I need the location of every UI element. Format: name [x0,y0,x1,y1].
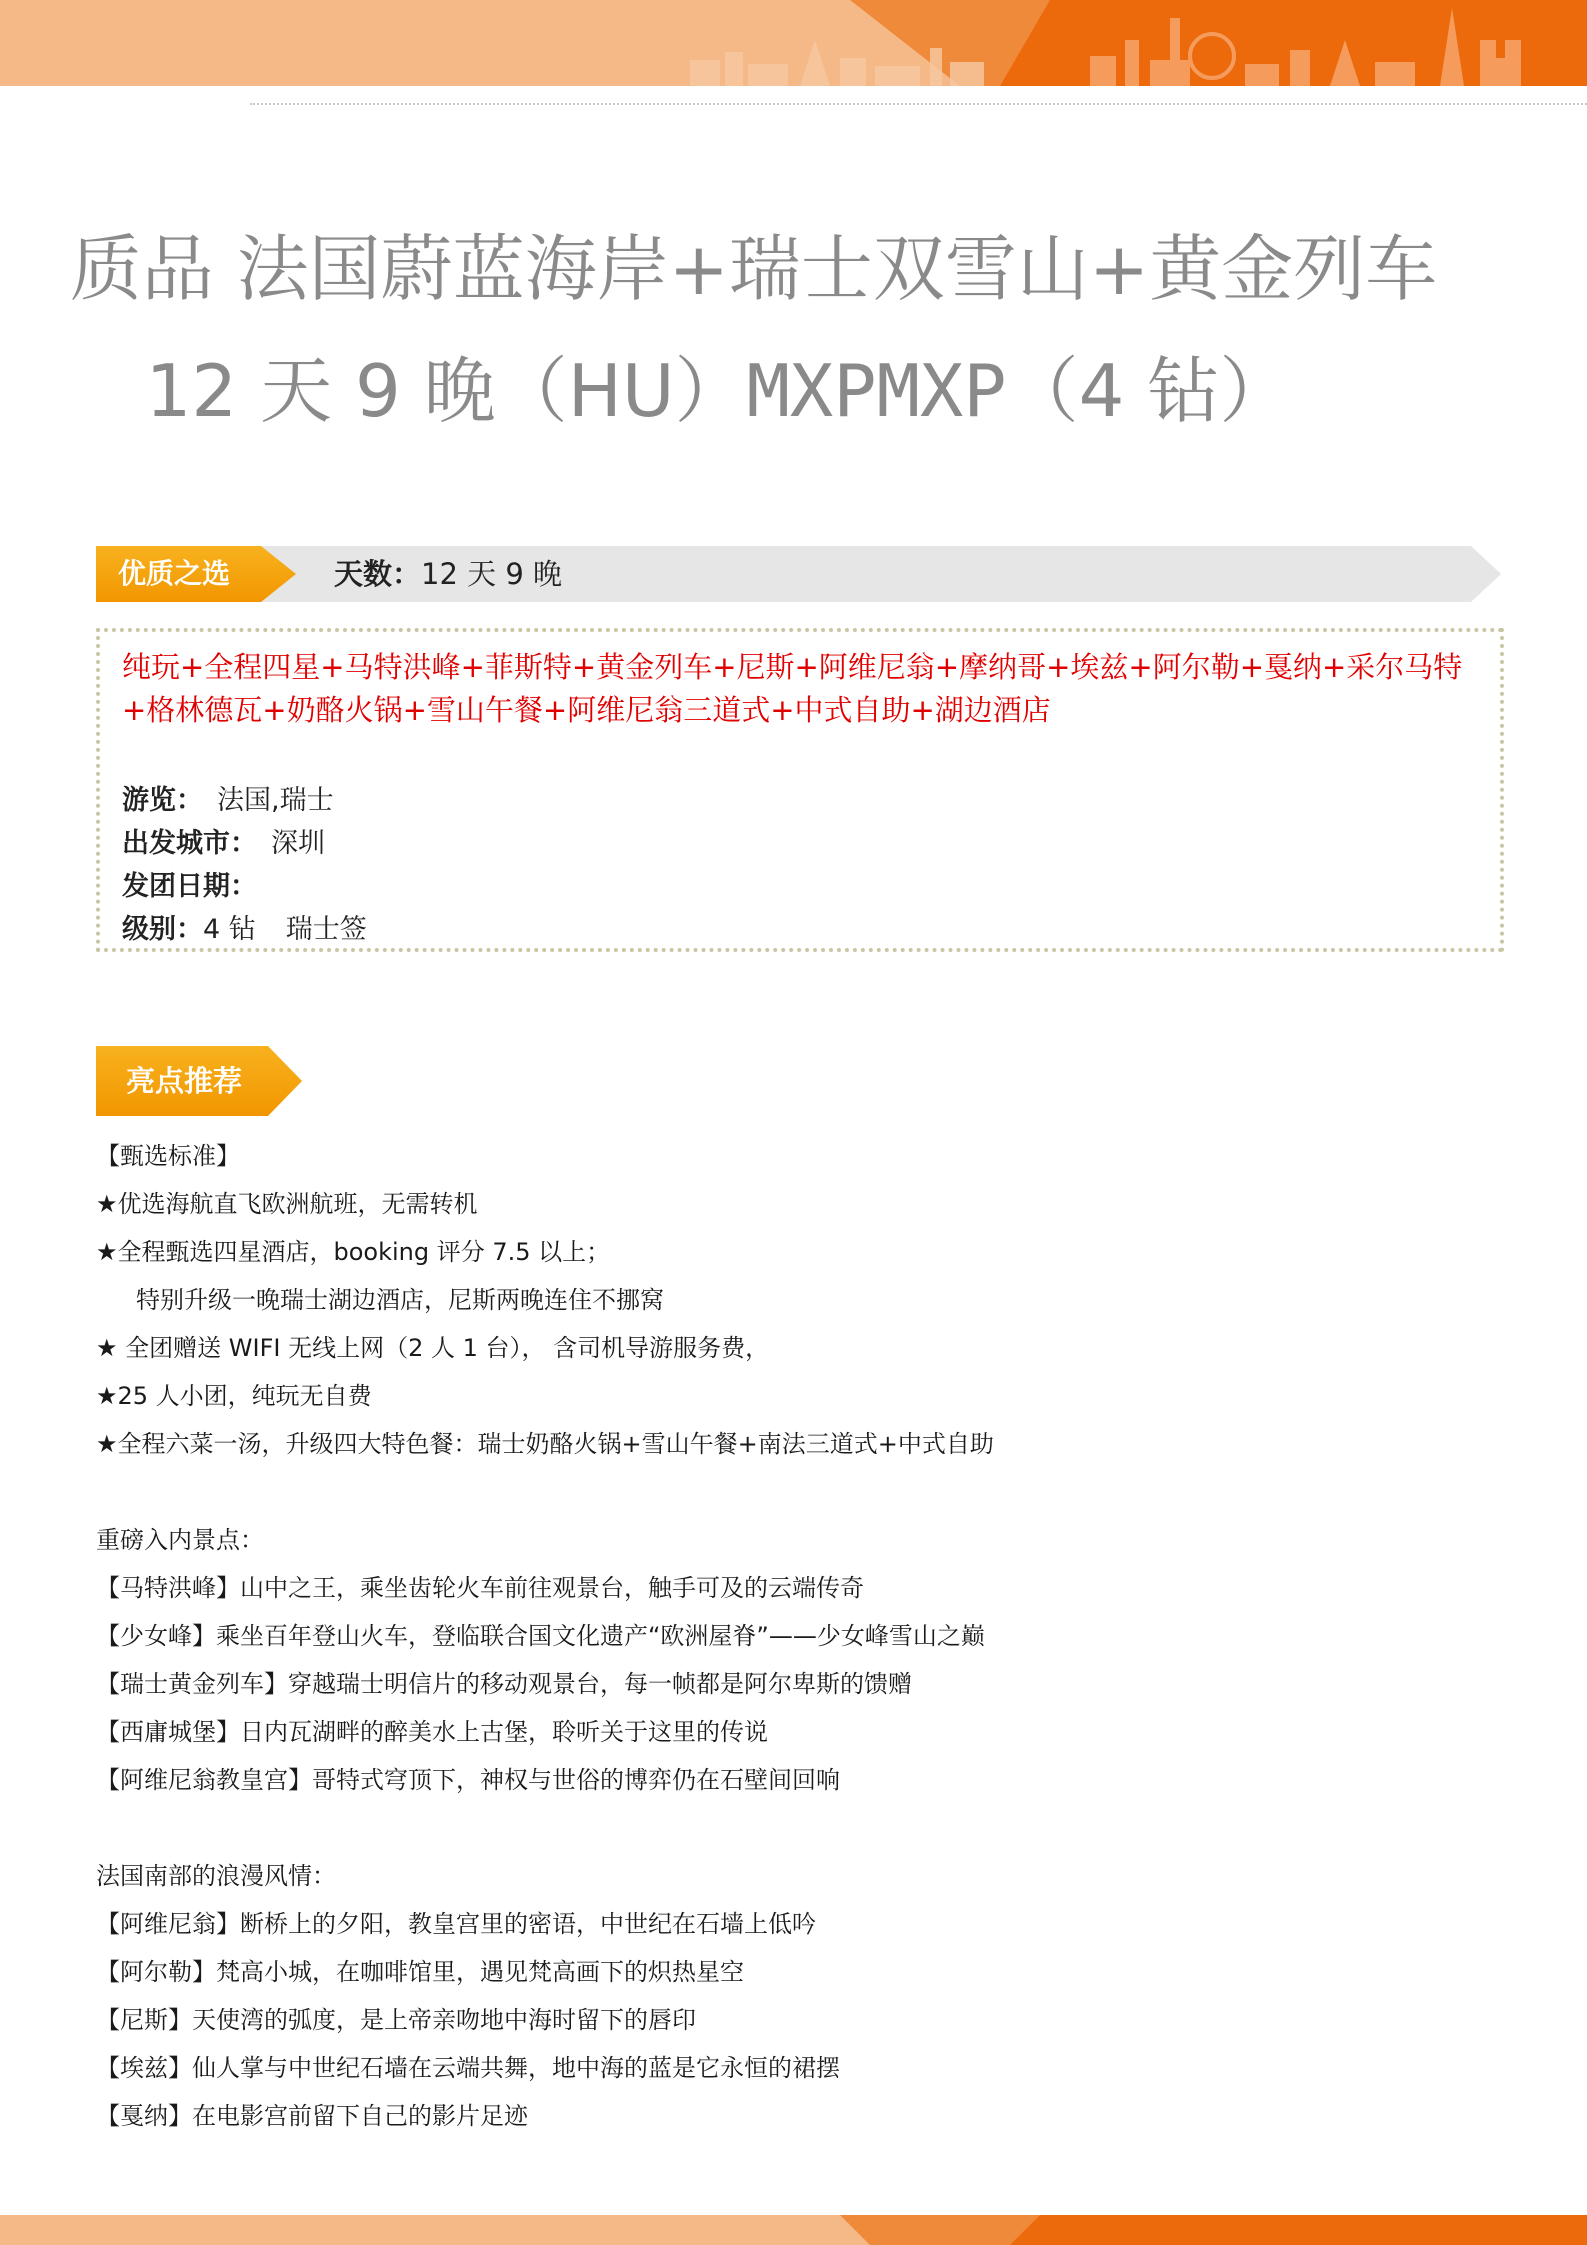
tour-label: 游览： [122,785,203,816]
header-divider [250,103,1587,105]
summary-tag: 优质之选 [118,557,231,590]
highlights-tag-label: 亮点推荐 [126,1064,243,1098]
tour-row [122,778,334,817]
highlight-line: 【少女峰】乘坐百年登山火车，登临联合国文化遗产“欧洲屋脊”——少女峰雪山之巅 [96,1622,985,1650]
city-row [122,821,325,860]
highlight-line: 【甄选标准】 [96,1142,240,1170]
header-banner [0,0,1587,86]
visa-value: 瑞士签 [285,914,367,945]
section-heading: 重磅入内景点： [96,1526,264,1554]
highlight-line: 【马特洪峰】山中之王，乘坐齿轮火车前往观景台，触手可及的云端传奇 [96,1574,864,1602]
subtitle-level: （4 钻） [1006,349,1292,433]
highlight-line: ★优选海航直飞欧洲航班，无需转机 [96,1190,478,1218]
highlight-line: 【尼斯】天使湾的弧度，是上帝亲吻地中海时留下的唇印 [96,2006,696,2034]
subtitle-route: MXPMXP [746,349,1007,433]
feature-highlights: 纯玩+全程四星+马特洪峰+菲斯特+黄金列车+尼斯+阿维尼翁+摩纳哥+埃兹+阿尔勒+戛纳+采尔马特+格林德瓦+奶酪火锅+雪山午餐+阿维尼翁三道式+中式自助+湖边酒店 [122,650,1463,727]
highlight-line: 【西庸城堡】日内瓦湖畔的醉美水上古堡，聆听关于这里的传说 [96,1718,768,1746]
days-label: 天数： [334,557,422,591]
subtitle-days: 12 天 9 晚（HU） [145,349,747,433]
level-value: 4 钻 [203,914,256,945]
highlight-line: ★ 全团赠送 WIFI 无线上网（2 人 1 台）， 含司机导游服务费， [96,1334,770,1362]
date-label: 发团日期： [122,871,257,902]
days-info [334,546,562,602]
city-label: 出发城市： [122,828,257,859]
days-value: 12 天 9 晚 [421,557,563,591]
highlight-line: 【埃兹】仙人掌与中世纪石墙在云端共舞，地中海的蓝是它永恒的裙摆 [96,2054,840,2082]
page-title: 质品 法国蔚蓝海岸+瑞士双雪山+黄金列车 [69,227,1438,311]
city-value: 深圳 [271,828,325,859]
summary-bar [96,546,1501,602]
highlight-line: 【戛纳】在电影宫前留下自己的影片足迹 [96,2102,528,2130]
footer-banner [0,2215,1587,2245]
section-heading: 法国南部的浪漫风情： [96,1862,336,1890]
highlight-line: 【瑞士黄金列车】穿越瑞士明信片的移动观景台，每一帧都是阿尔卑斯的馈赠 [96,1670,912,1698]
level-row [122,907,367,946]
level-label: 级别： [122,914,203,945]
highlight-line: ★全程甄选四星酒店，booking 评分 7.5 以上； [96,1238,611,1266]
tour-value: 法国,瑞士 [217,785,334,816]
highlight-line: 【阿尔勒】梵高小城，在咖啡馆里，遇见梵高画下的炽热星空 [96,1958,744,1986]
highlight-line: ★全程六菜一汤，升级四大特色餐：瑞士奶酪火锅+雪山午餐+南法三道式+中式自助 [96,1430,994,1458]
highlight-line: 【阿维尼翁教皇宫】哥特式穹顶下，神权与世俗的博弈仍在石壁间回响 [96,1766,840,1794]
highlight-line: ★25 人小团，纯玩无自费 [96,1382,372,1410]
page-subtitle [0,348,1512,434]
highlights-tag [96,1046,306,1116]
highlight-line: 特别升级一晚瑞士湖边酒店，尼斯两晚连住不挪窝 [136,1286,664,1314]
highlight-line: 【阿维尼翁】断桥上的夕阳，教皇宫里的密语，中世纪在石墙上低吟 [96,1910,816,1938]
date-row [122,864,271,903]
